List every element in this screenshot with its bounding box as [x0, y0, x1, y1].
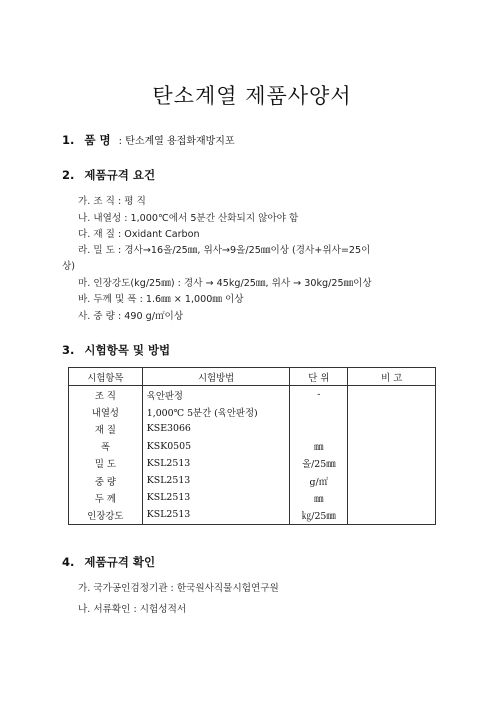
cell-unit: g/㎡ [290, 472, 348, 489]
cell-test-item: 재 질 [69, 420, 143, 437]
verification-item: 나. 서류확인 : 시험성적서 [78, 604, 187, 615]
spec-item-continuation: 상) [62, 261, 76, 272]
cell-test-item: 밀 도 [69, 455, 143, 472]
section-2-heading [62, 167, 155, 183]
spec-item: 나. 내열성 : 1,000℃에서 5분간 산화되지 않아야 함 [78, 213, 299, 224]
cell-test-item: 인장강도 [69, 506, 143, 524]
cell-unit: ㎜ [290, 489, 348, 506]
cell-test-method: 육안판정 [142, 386, 290, 404]
cell-test-item: 조 직 [69, 386, 143, 404]
table-row [69, 506, 436, 524]
table-row [69, 472, 436, 489]
table-row [69, 455, 436, 472]
cell-remarks [348, 420, 436, 437]
spec-item: 바. 두께 및 폭 : 1.6㎜ × 1,000㎜ 이상 [78, 294, 244, 305]
header-test-method: 시험방법 [142, 368, 290, 386]
cell-test-method: KSL2513 [142, 489, 290, 506]
cell-test-method: 1,000℃ 5분간 (육안판정) [142, 403, 290, 420]
cell-test-method: KSE3066 [142, 420, 290, 437]
cell-test-item: 중 량 [69, 472, 143, 489]
table-header-row [69, 368, 436, 386]
table-row [69, 438, 436, 455]
cell-remarks [348, 472, 436, 489]
cell-test-item: 두 께 [69, 489, 143, 506]
cell-remarks [348, 506, 436, 524]
spec-item: 다. 재 질 : Oxidant Carbon [78, 229, 200, 240]
spec-item: 라. 밀 도 : 경사→16올/25㎜, 위사→9올/25㎜이상 (경사+위사=25이 [78, 245, 371, 256]
section-1-number: 1. [62, 133, 75, 147]
header-test-item: 시험항목 [69, 368, 143, 386]
cell-remarks [348, 403, 436, 420]
section-3-label: 시험항목 및 방법 [84, 343, 171, 357]
section-4-heading [62, 554, 155, 570]
cell-test-item: 폭 [69, 438, 143, 455]
section-3-heading [62, 342, 170, 358]
spec-item: 사. 중 량 : 490 g/㎡이상 [78, 311, 184, 322]
table-row [69, 386, 436, 404]
table-row [69, 489, 436, 506]
section-4-label: 제품규격 확인 [84, 555, 156, 569]
section-2-number: 2. [62, 168, 75, 182]
header-remarks: 비 고 [348, 368, 436, 386]
cell-unit: ㎜ [290, 438, 348, 455]
cell-remarks [348, 438, 436, 455]
cell-test-method: KSL2513 [142, 506, 290, 524]
table-row [69, 403, 436, 420]
cell-test-method: KSL2513 [142, 472, 290, 489]
cell-unit: 올/25㎜ [290, 455, 348, 472]
cell-unit: - [290, 386, 348, 404]
section-1-value: : 탄소계열 용접화재방지포 [118, 136, 235, 147]
section-2-label: 제품규격 요건 [84, 168, 156, 182]
section-3-number: 3. [62, 343, 75, 357]
section-1-label: 품 명 [84, 133, 111, 147]
section-4-number: 4. [62, 555, 75, 569]
cell-remarks [348, 489, 436, 506]
section-1-heading [62, 132, 235, 148]
cell-remarks [348, 455, 436, 472]
cell-unit [290, 403, 348, 420]
test-method-table [68, 367, 436, 525]
cell-unit: ㎏/25㎜ [290, 506, 348, 524]
cell-test-method: KSK0505 [142, 438, 290, 455]
header-unit: 단 위 [290, 368, 348, 386]
spec-item: 가. 조 직 : 평 직 [78, 196, 146, 207]
cell-test-method: KSL2513 [142, 455, 290, 472]
cell-remarks [348, 386, 436, 404]
document-title: 탄소계열 제품사양서 [152, 84, 352, 108]
verification-item: 가. 국가공인검정기관 : 한국원사직물시험연구원 [78, 583, 279, 594]
spec-item: 마. 인장강도(kg/25㎜) : 경사 → 45kg/25㎜, 위사 → 30kg/25㎜이상 [78, 278, 372, 289]
table-row [69, 420, 436, 437]
cell-unit [290, 420, 348, 437]
cell-test-item: 내열성 [69, 403, 143, 420]
